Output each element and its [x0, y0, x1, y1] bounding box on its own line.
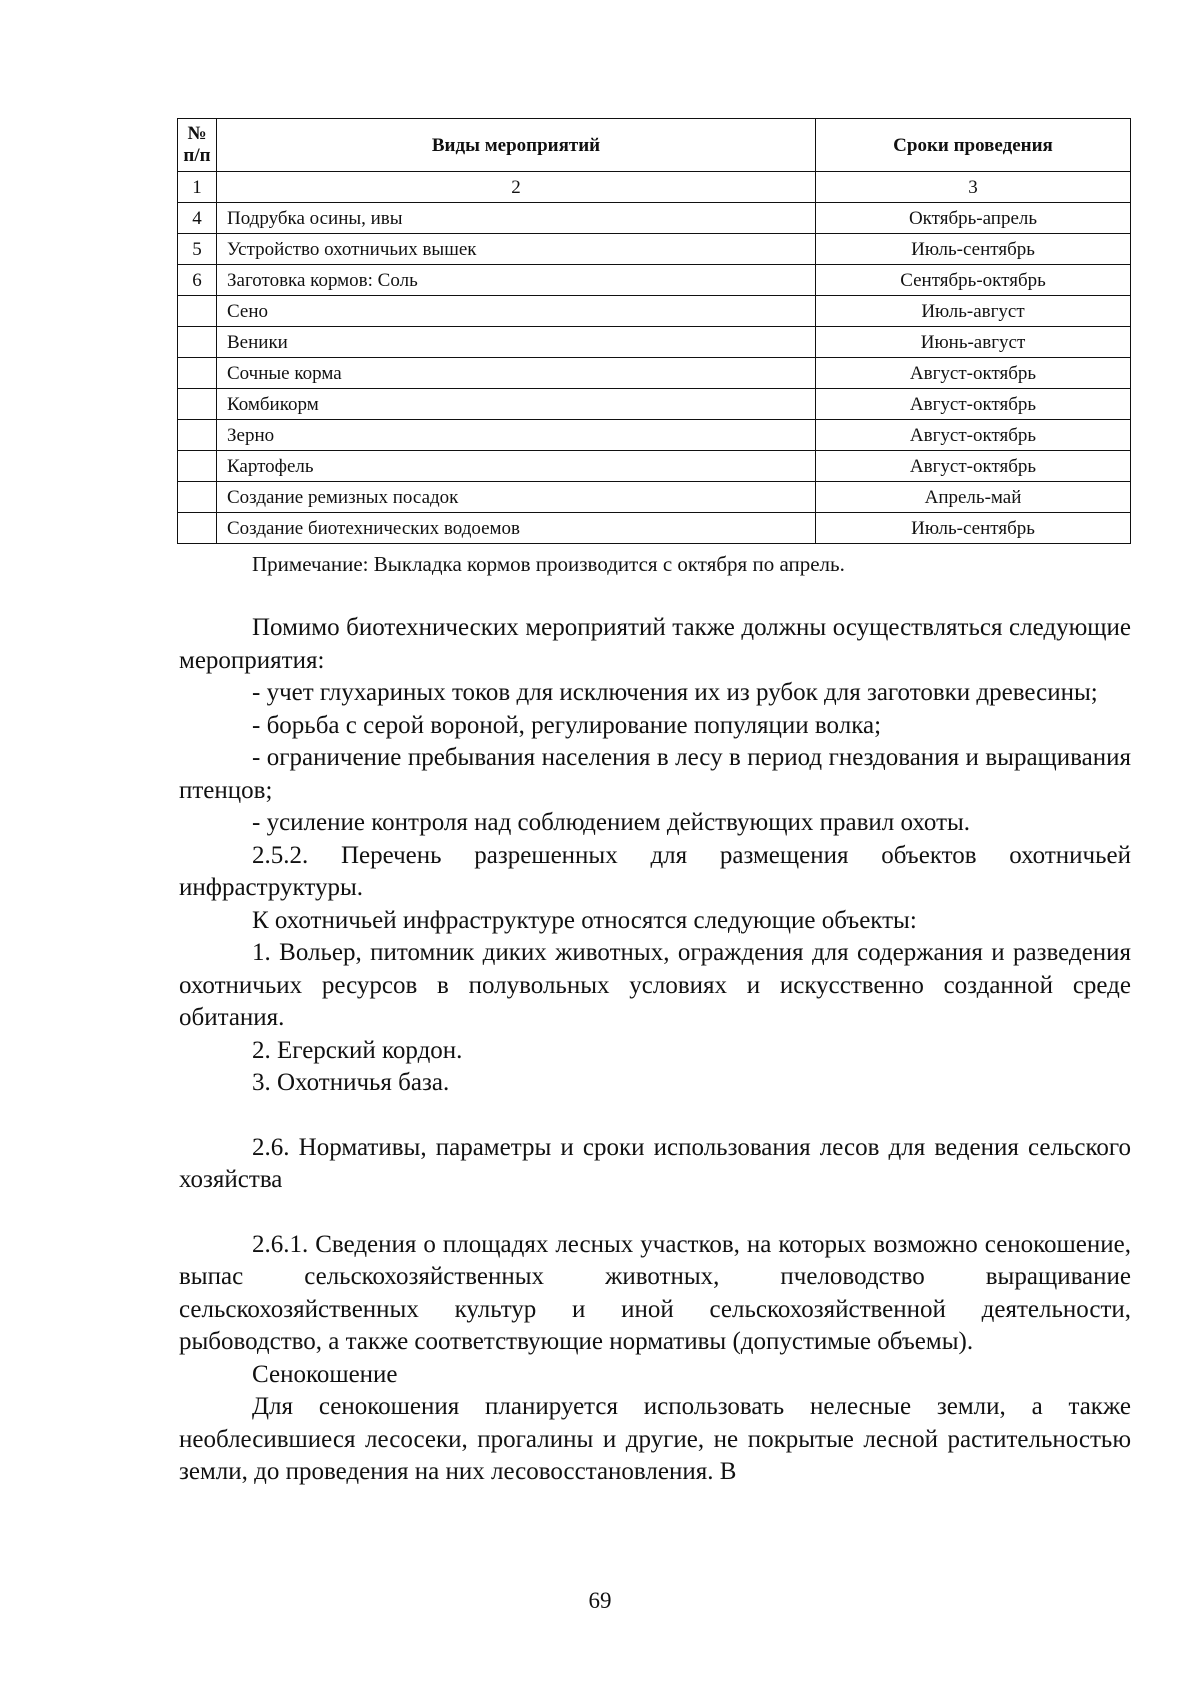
row-kind: Создание биотехнических водоемов [217, 513, 816, 544]
list-item: - борьба с серой вороной, регулирование популяции волка; [252, 711, 882, 739]
table-header-row [178, 119, 1131, 172]
index-cell: 3 [816, 172, 1131, 203]
row-number [178, 296, 217, 327]
row-term: Август-октябрь [816, 420, 1131, 451]
table-row [178, 265, 1131, 296]
paragraph: Для сенокошения планируется использовать нелесные земли, а также необлесившиеся лесосеки, прогалины и другие, не покрытые лесной растительностью земли, до проведения на них лесовосстановления. В [179, 1393, 1131, 1485]
row-number [178, 327, 217, 358]
row-term: Июль-сентябрь [816, 513, 1131, 544]
table-note: Примечание: Выкладка кормов производится с октября по апрель. [252, 552, 845, 576]
row-term: Август-октябрь [816, 358, 1131, 389]
row-term: Апрель-май [816, 482, 1131, 513]
row-number [178, 482, 217, 513]
table-row [178, 420, 1131, 451]
index-cell: 2 [217, 172, 816, 203]
row-kind: Устройство охотничьих вышек [217, 234, 816, 265]
row-term: Июль-сентябрь [816, 234, 1131, 265]
list-item: 3. Охотничья база. [252, 1069, 450, 1096]
body-text [179, 612, 1131, 1489]
index-cell: 1 [178, 172, 217, 203]
paragraph: Помимо биотехнических мероприятий также должны осуществляться следующие мероприятия: [179, 614, 1131, 674]
table-row [178, 327, 1131, 358]
section-heading: 2.6. Нормативы, параметры и сроки использования лесов для ведения сельского хозяйства [179, 1133, 1131, 1193]
row-number [178, 451, 217, 482]
header-number: № п/п [178, 119, 217, 172]
table-row [178, 389, 1131, 420]
row-number: 4 [178, 203, 217, 234]
row-kind: Создание ремизных посадок [217, 482, 816, 513]
table-row [178, 358, 1131, 389]
row-kind: Подрубка осины, ивы [217, 203, 816, 234]
row-number [178, 513, 217, 544]
row-term: Июль-август [816, 296, 1131, 327]
table-row [178, 234, 1131, 265]
table-row [178, 482, 1131, 513]
subheading: Сенокошение [252, 1360, 398, 1388]
header-kind: Виды мероприятий [217, 119, 816, 172]
row-kind: Сочные корма [217, 358, 816, 389]
row-kind: Зерно [217, 420, 816, 451]
row-kind: Картофель [217, 451, 816, 482]
row-kind: Сено [217, 296, 816, 327]
row-kind: Комбикорм [217, 389, 816, 420]
row-term: Октябрь-апрель [816, 203, 1131, 234]
page-number: 69 [588, 1588, 612, 1613]
list-item: - усиление контроля над соблюдением действующих правил охоты. [252, 809, 971, 836]
row-kind: Веники [217, 327, 816, 358]
list-item: 2. Егерский кордон. [252, 1036, 463, 1064]
table-row [178, 513, 1131, 544]
row-number [178, 389, 217, 420]
row-number [178, 420, 217, 451]
list-item: 1. Вольер, питомник диких животных, ограждения для содержания и разведения охотничьих ресурсов в полувольных условиях и искусственно созданной среде обитания. [179, 939, 1131, 1031]
list-item: - учет глухариных токов для исключения их из рубок для заготовки древесины; [252, 679, 1098, 706]
header-term: Сроки проведения [816, 119, 1131, 172]
column-index-row [178, 172, 1131, 203]
row-number: 5 [178, 234, 217, 265]
table-row [178, 451, 1131, 482]
row-term: Август-октябрь [816, 451, 1131, 482]
row-number: 6 [178, 265, 217, 296]
row-term: Сентябрь-октябрь [816, 265, 1131, 296]
biotech-measures-table [177, 118, 1131, 544]
row-term: Август-октябрь [816, 389, 1131, 420]
row-number [178, 358, 217, 389]
row-kind: Заготовка кормов: Соль [217, 265, 816, 296]
row-term: Июнь-август [816, 327, 1131, 358]
table-row [178, 203, 1131, 234]
section-heading: 2.5.2. Перечень разрешенных для размещения объектов охотничьей инфраструктуры. [179, 841, 1131, 901]
paragraph: 2.6.1. Сведения о площадях лесных участков, на которых возможно сенокошение, выпас сельскохозяйственных животных, пчеловодство выращивание сельскохозяйственных культур и иной сельскохозяйственной деятельности, рыбоводство, а также соответствующие нормативы (допустимые объемы). [179, 1230, 1131, 1355]
list-item: - ограничение пребывания населения в лесу в период гнездования и выращивания птенцов; [179, 744, 1131, 804]
table-row [178, 296, 1131, 327]
paragraph: К охотничьей инфраструктуре относятся следующие объекты: [252, 906, 917, 934]
